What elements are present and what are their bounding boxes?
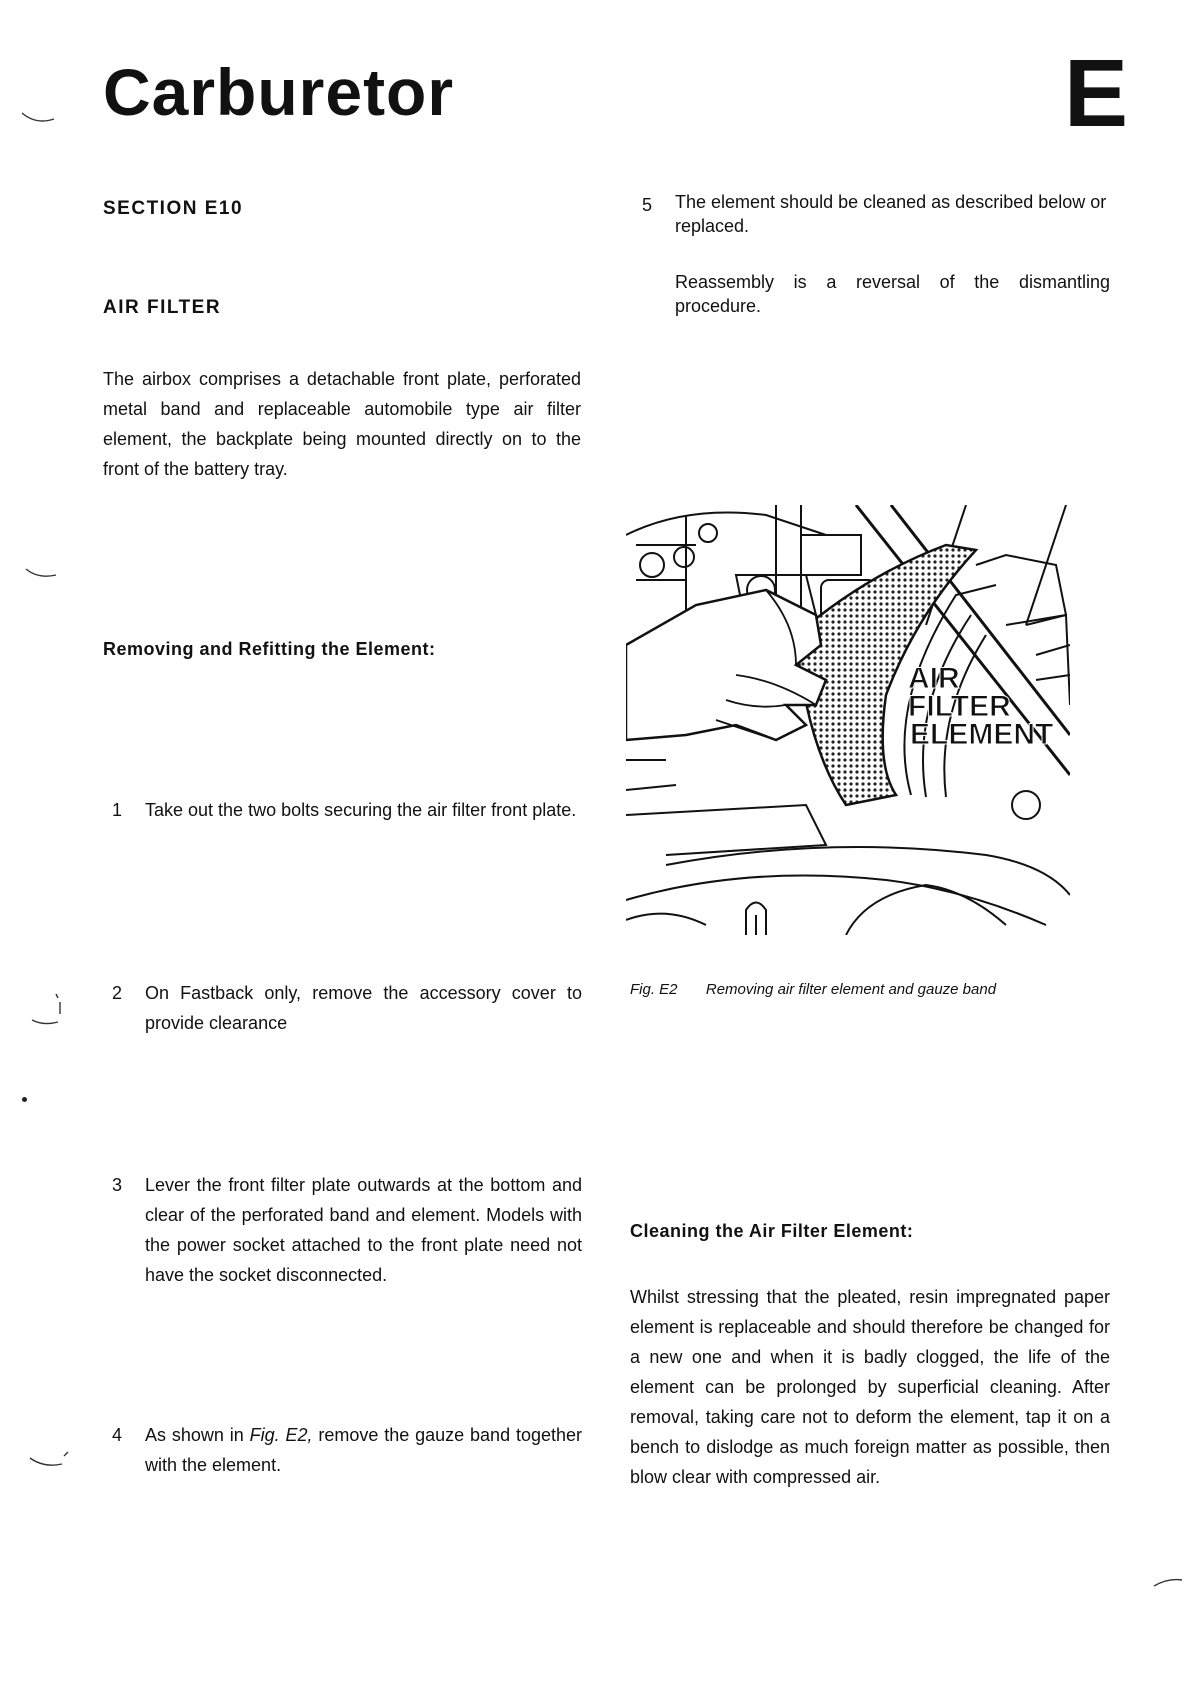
air-filter-heading: AIR FILTER: [103, 297, 222, 318]
margin-mark: [28, 990, 68, 1030]
margin-mark: [18, 105, 58, 135]
figure-e2: [626, 505, 1070, 935]
margin-mark: [24, 565, 60, 585]
margin-dot: [22, 1097, 27, 1102]
step-number: 5: [642, 195, 653, 215]
step-number: 3: [112, 1175, 123, 1195]
figure-reference: Fig. E2,: [249, 1425, 313, 1445]
step-number: 1: [112, 800, 123, 820]
figure-caption: [630, 980, 1100, 1000]
figure-label-line2: ELEMENT: [910, 718, 1054, 751]
step-text: Lever the front filter plate outwards at the bottom and clear of the perforated band and element. Models with the power socket attached to the front plate need not have the socket disconnected.: [145, 1175, 582, 1285]
figure-label-line1: AIR FILTER: [908, 662, 1011, 723]
step-4: [112, 1420, 582, 1482]
step-text: The element should be cleaned as described below or replaced.: [675, 192, 1107, 236]
removing-heading: Removing and Refitting the Element:: [103, 639, 436, 659]
step-text: [145, 1420, 582, 1480]
section-letter: E: [1064, 40, 1129, 147]
margin-mark: [28, 1450, 72, 1474]
section-label: SECTION E10: [103, 198, 244, 219]
step-2: [112, 978, 582, 1040]
page-title: Carburetor: [103, 55, 455, 129]
step-5: [642, 192, 1110, 258]
step-text: Take out the two bolts securing the air filter front plate.: [145, 800, 577, 820]
step-number: 2: [112, 983, 123, 1003]
step-text: On Fastback only, remove the accessory cover to provide clearance: [145, 983, 582, 1033]
margin-mark: [1150, 1570, 1186, 1594]
step-text-prefix: As shown in: [145, 1425, 250, 1445]
step-3: [112, 1170, 582, 1294]
cleaning-heading: Cleaning the Air Filter Element:: [630, 1221, 914, 1241]
step-text-suffix: remove the gauze band together with the element.: [145, 1425, 582, 1475]
step-1: [112, 795, 582, 857]
step-number: 4: [112, 1425, 123, 1445]
cleaning-paragraph: Whilst stressing that the pleated, resin impregnated paper element is replaceable and should therefore be changed for a new one and when it is badly clogged, the life of the element can be prolonged by superficial cleaning. After removal, taking care not to deform the element, tap it on a bench to dislodge as much foreign matter as possible, then blow clear with compressed air.: [630, 1287, 1110, 1487]
caption-text: Removing air filter element and gauze band: [705, 981, 997, 998]
intro-paragraph: The airbox comprises a detachable front plate, perforated metal band and replaceable automobile type air filter element, the backplate being mounted directly on to the front of the battery tray.: [103, 369, 581, 479]
reassembly-text: Reassembly is a reversal of the dismantling procedure.: [675, 272, 1110, 316]
caption-id: Fig. E2: [630, 981, 678, 998]
figure-label: [908, 662, 1070, 751]
